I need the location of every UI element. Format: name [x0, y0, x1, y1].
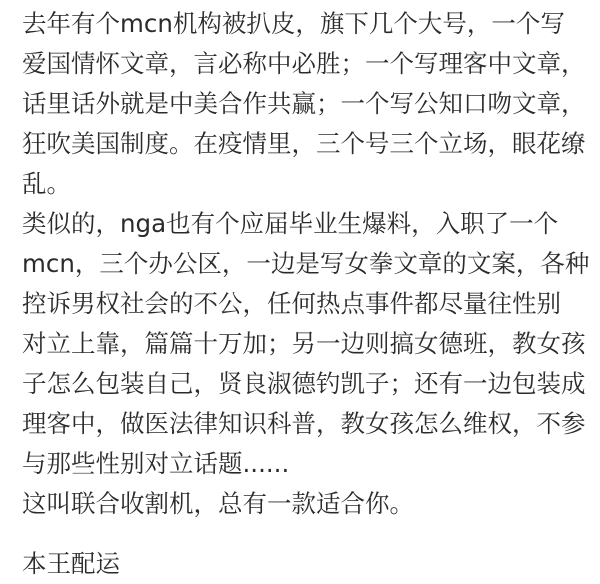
text-line: 去年有个mcn机构被扒皮，旗下几个大号，一个写 — [22, 9, 565, 38]
text-line: 子怎么包装自己，贤良淑德钓凯子；还有一边包装成 — [22, 369, 586, 398]
text-line: 话里话外就是中美合作共赢；一个写公知口吻文章， — [22, 89, 586, 118]
paragraph-3 — [22, 484, 582, 524]
text-line: mcn，三个办公区，一边是写女拳文章的文案，各种 — [22, 249, 590, 278]
text-line: 对立上靠，篇篇十万加；另一边则搞女德班，教女孩 — [22, 329, 586, 358]
paragraph-1 — [22, 4, 586, 204]
text-line: 这叫联合收割机，总有一款适合你。 — [22, 489, 414, 518]
paragraph-2 — [22, 204, 590, 484]
text-line: 爱国情怀文章，言必称中必胜；一个写理客中文章， — [22, 49, 586, 78]
text-line: 狂吹美国制度。在疫情里，三个号三个立场，眼花缭 — [22, 129, 586, 158]
text-line: 类似的，nga也有个应届毕业生爆料，入职了一个 — [22, 209, 559, 238]
text-line: 与那些性别对立话题...... — [22, 449, 290, 478]
text-line: 乱。 — [22, 169, 71, 198]
text-line: 控诉男权社会的不公，任何热点事件都尽量往性别 — [22, 289, 561, 318]
article-body — [22, 4, 590, 578]
text-line: 理客中，做医法律知识科普，教女孩怎么维权，不参 — [22, 409, 586, 438]
cutoff-text-line: 本王配运 — [22, 549, 120, 578]
